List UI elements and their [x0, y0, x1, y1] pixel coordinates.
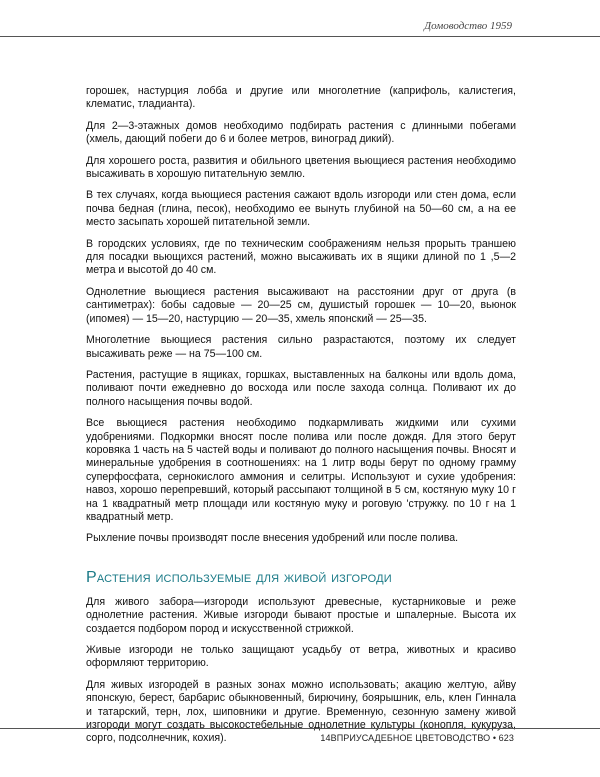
footer-rule: [0, 728, 600, 729]
paragraph: Для живых изгородей в разных зонах можно использовать; акацию желтую, айву японскую, берест, барбарис обыкновенный, бирючину, боярышник, ель, клен Гиннала и татарский, терн, лох, шиповники и другие. Временную, сезонную замену живой изгороди могут создать высокостебельные однолетние культуры (конопля, кукуруза, сорго, подсолнечник, кохия).: [86, 678, 516, 745]
paragraph: Растения, растущие в ящиках, горшках, выставленных на балконы или вдоль дома, поливают почти ежедневно до восхода или после захода солнца. Поливают их до полного насыщения почвы водой.: [86, 368, 516, 408]
paragraph: горошек, настурция лобба и другие или многолетние (каприфоль, калистегия, клематис, тладианта).: [86, 85, 516, 111]
page-footer: 14ВПРИУСАДЕБНОЕ ЦВЕТОВОДСТВО • 623: [320, 733, 514, 743]
page-body: [86, 85, 516, 754]
paragraph: Для живого забора—изгороди используют древесные, кустарниковые и реже однолетние растения. Живые изгороди бывают простые и шпалерные. Высота их создается подбором пород и искусственной стрижкой.: [86, 595, 516, 635]
paragraph: Рыхление почвы производят после внесения удобрений или после полива.: [86, 532, 459, 545]
paragraph: Однолетние вьющиеся растения высаживают на расстоянии друг от друга (в сантиметрах): бобы садовые — 20—25 см, душистый горошек — 10—20, вьюнок (ипомея) — 15—20, настурцию — 20—35, хмель японский — 25—35.: [86, 285, 516, 325]
header-rule: [0, 36, 600, 37]
paragraph: В тех случаях, когда вьющиеся растения сажают вдоль изгороди или стен дома, если почва бедная (глина, песок), необходимо ее вынуть глубиной на 50—60 см, а на ее место засыпать хорошей питательной земли.: [86, 189, 516, 229]
paragraph: Живые изгороди не только защищают усадьбу от ветра, животных и красиво оформляют территорию.: [86, 644, 516, 670]
running-header: Домоводство 1959: [424, 20, 512, 32]
paragraph: Многолетние вьющиеся растения сильно разрастаются, поэтому их следует высаживать реже — на 75—100 см.: [86, 334, 516, 360]
section-heading: Растения используемые для живой изгороди: [86, 568, 392, 586]
paragraph: В городских условиях, где по техническим соображениям нельзя прорыть траншею для посадки вьющихся растений, можно высаживать их в ящики длиной по 1 ,5—2 метра и высотой до 40 см.: [86, 237, 516, 277]
paragraph: Для 2—3-этажных домов необходимо подбирать растения с длинными побегами (хмель, дающий побеги до 6 и более метров, виноград дикий).: [86, 119, 516, 146]
paragraph: Все вьющиеся растения необходимо подкармливать жидкими или сухими удобрениями. Подкормки вносят после полива или после дождя. Для этого берут коровяка 1 часть на 5 частей воды и поливают до полного насыщения почвы. Вносят и минеральные удобрения в соотношениях: на 1 литр воды берут по одному грамму суперфосфата, сернокислого аммония и селитры. Используют и сухие удобрения: навоз, хорошо перепревший, который рассыпают толщиной в 5 см, костяную муку 10 г на 1 квадратный метр площади или костяную муку и роговую 'стружку. по 10 г на 1 квадратный метр.: [86, 417, 516, 523]
paragraph: Для хорошего роста, развития и обильного цветения вьющиеся растения необходимо высаживать в хорошую питательную землю.: [86, 154, 516, 181]
